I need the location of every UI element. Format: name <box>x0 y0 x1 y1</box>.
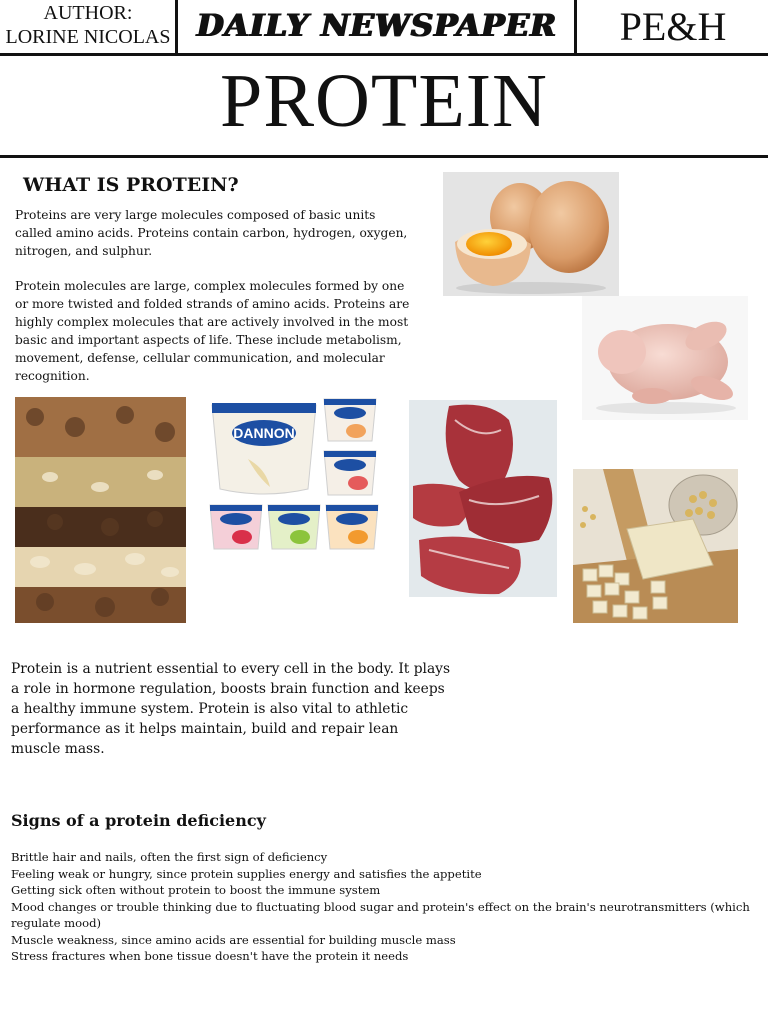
tofu-soybeans-image <box>573 469 738 623</box>
eggs-image <box>443 172 619 296</box>
list-item: Feeling weak or hungry, since protein supplies energy and satisfies the appetite <box>11 866 482 881</box>
body-paragraph: Protein is a nutrient essential to every cell in the body. It plays a role in hormone regulation, boosts brain function and keeps a healthy immune system. Protein is also vital to athletic performance as it helps maintain, build and repair lean muscle mass. <box>11 660 451 757</box>
what-is-protein-heading: WHAT IS PROTEIN? <box>23 174 239 196</box>
deficiency-heading: Signs of a protein deficiency <box>11 811 266 830</box>
list-item: Muscle weakness, since amino acids are essential for building muscle mass <box>11 932 456 947</box>
list-item: Mood changes or trouble thinking due to fluctuating blood sugar and protein's effect on the brain's neurotransmitters (which regulate mood) <box>11 899 750 930</box>
author-name: LORINE NICOLAS <box>5 26 171 48</box>
list-item: Getting sick often without protein to boost the immune system <box>11 883 381 897</box>
newspaper-name: DAILY NEWSPAPER <box>196 8 558 44</box>
raw-steak-image <box>409 400 557 597</box>
intro-paragraph-2: Protein molecules are large, complex molecules formed by one or more twisted and folded strands of amino acids. Proteins are highly complex molecules that are actively involved in the most basic and important aspects of life. These include metabolism, movement, defense, cellular communication, and molecular recognition. <box>15 279 410 383</box>
author-label: AUTHOR: <box>43 2 133 24</box>
section-label: PE&H <box>619 4 727 49</box>
title-rule <box>0 155 768 158</box>
deficiency-list <box>11 849 756 965</box>
masthead <box>0 0 768 56</box>
mixed-nuts-image <box>15 397 186 623</box>
list-item: Brittle hair and nails, often the first sign of deficiency <box>11 850 328 864</box>
intro-paragraph-1: Proteins are very large molecules composed of basic units called amino acids. Proteins contain carbon, hydrogen, oxygen, nitrogen, and sulphur. <box>15 208 408 258</box>
page-title: PROTEIN <box>220 59 548 143</box>
list-item: Stress fractures when bone tissue doesn't have the protein it needs <box>11 949 409 963</box>
author-block <box>0 1 176 49</box>
masthead-bottom-rule <box>0 53 768 56</box>
raw-chicken-image <box>582 296 748 420</box>
yogurt-cups-image <box>208 397 380 555</box>
yogurt-brand-text: DANNON <box>233 425 295 441</box>
